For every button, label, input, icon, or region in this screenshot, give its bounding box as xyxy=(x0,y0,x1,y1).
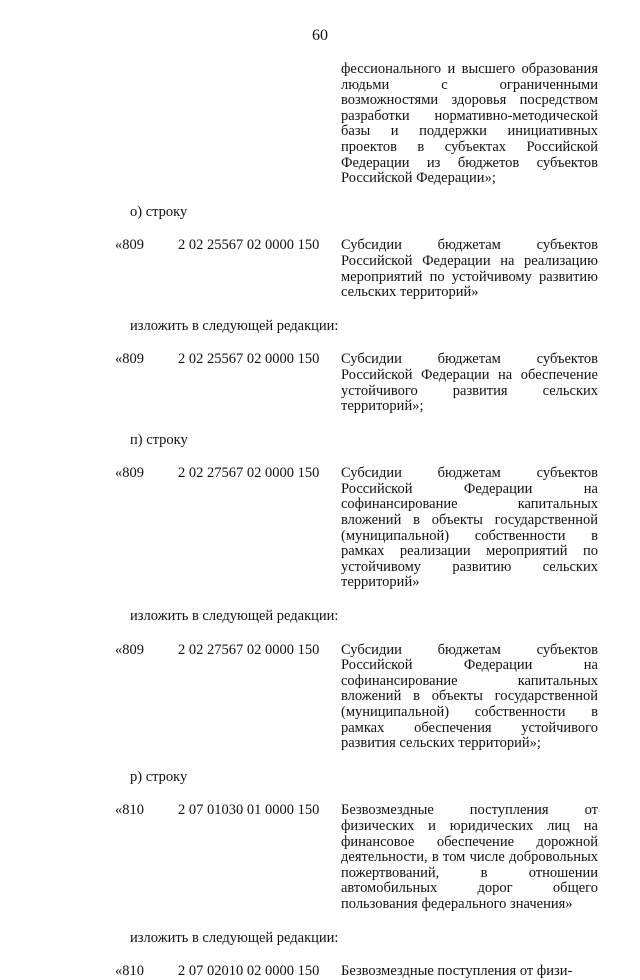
budget-classification-code: 2 02 25567 02 0000 150 xyxy=(178,351,320,368)
continuation-text: фессионального и высшего образования людьми с ограниченными возможностями здоровья посредством разработки нормативно-методической базы и поддержки инициативных проектов в субъектах Российской Федерации из бюджетов субъектов Российской Федерации»; xyxy=(341,61,598,187)
admin-code: «809 xyxy=(115,641,144,658)
instruction-replace: изложить в следующей редакции: xyxy=(130,929,339,946)
income-description: Субсидии бюджетам субъектов Российской Федерации на реализацию мероприятий по устойчивому развитию сельских территорий» xyxy=(341,237,598,301)
budget-classification-code: 2 02 25567 02 0000 150 xyxy=(178,237,320,254)
income-description: Субсидии бюджетам субъектов Российской Федерации на софинансирование капитальных вложений в объекты государственной (муниципальной) собственности в рамках реализации мероприятий по устойчивому развитию сельских территорий» xyxy=(341,465,598,591)
table-row xyxy=(115,466,598,591)
instruction-o: о) строку xyxy=(130,203,188,220)
admin-code: «810 xyxy=(115,802,144,819)
instruction-r: р) строку xyxy=(130,768,188,785)
table-row xyxy=(115,352,598,414)
document-body xyxy=(115,62,598,980)
budget-classification-code: 2 07 02010 02 0000 150 xyxy=(178,963,320,980)
budget-classification-code: 2 07 01030 01 0000 150 xyxy=(178,802,320,819)
budget-classification-code: 2 02 27567 02 0000 150 xyxy=(178,465,320,482)
table-row xyxy=(115,803,598,912)
instruction-p: п) строку xyxy=(130,431,188,448)
table-row xyxy=(115,964,598,980)
admin-code: «809 xyxy=(115,351,144,368)
admin-code: «809 xyxy=(115,465,144,482)
income-description: Субсидии бюджетам субъектов Российской Федерации на обеспечение устойчивого развития сельских территорий»; xyxy=(341,351,598,415)
instruction-replace: изложить в следующей редакции: xyxy=(130,317,339,334)
instruction-replace: изложить в следующей редакции: xyxy=(130,608,339,625)
page-number: 60 xyxy=(312,27,328,44)
income-description: Безвозмездные поступления от физи- xyxy=(341,963,573,980)
table-row xyxy=(115,643,598,752)
income-description: Безвозмездные поступления от физических и юридических лиц на финансовое обеспечение дорожной деятельности, в том числе добровольных пожертвований, в отношении автомобильных дорог общего пользования федерального значения» xyxy=(341,802,598,912)
income-description: Субсидии бюджетам субъектов Российской Федерации на софинансирование капитальных вложений в объекты государственной (муниципальной) собственности в рамках обеспечения устойчивого развития сельских территорий»; xyxy=(341,641,598,752)
table-row xyxy=(115,238,598,300)
budget-classification-code: 2 02 27567 02 0000 150 xyxy=(178,641,320,658)
admin-code: «810 xyxy=(115,963,144,980)
admin-code: «809 xyxy=(115,237,144,254)
